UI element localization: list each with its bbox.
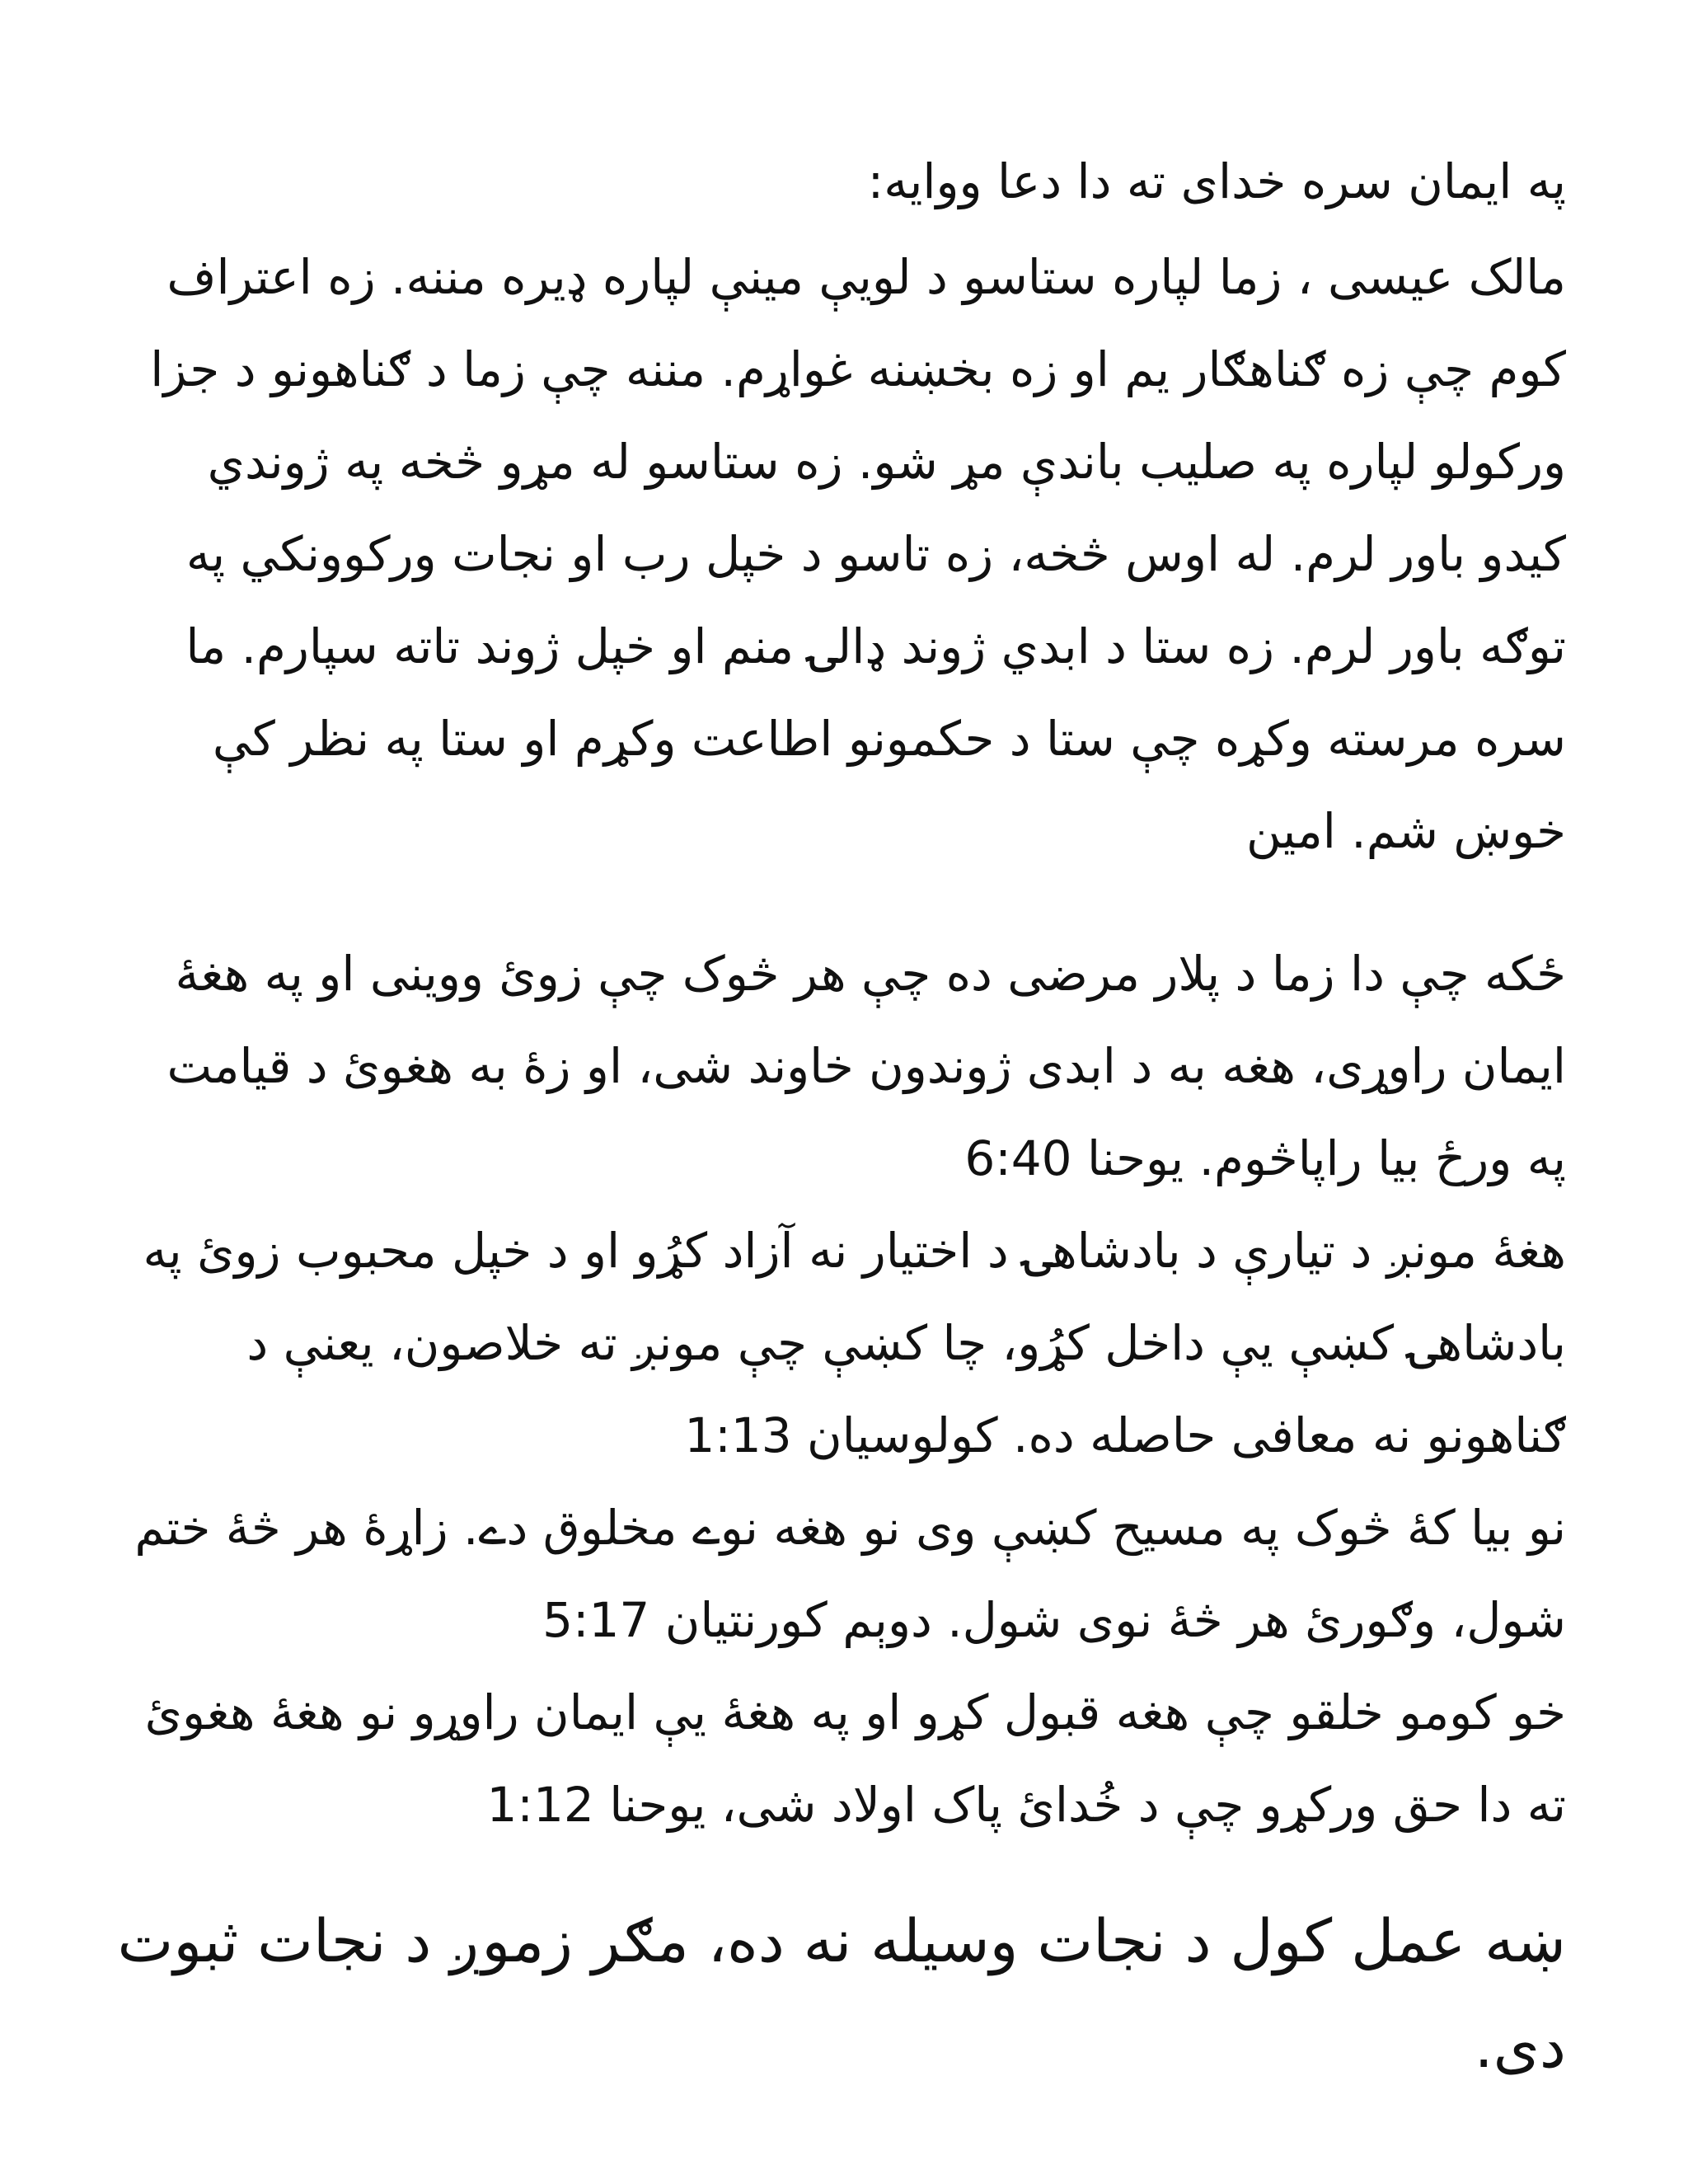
prayer-intro: په ایمان سره خدای ته دا دعا ووایه: xyxy=(867,153,1566,209)
prayer-text: مالک عیسی ، زما لپاره ستاسو د لويې مینې لپاره ډیره مننه. زه اعتراف کوم چې زه ګناهګار یم او زه بخښنه غواړم. مننه چې زما د ګناهونو د جزا ورکولو لپاره په صلیب باندې مړ شو. زه ستاسو له مړو څخه په ژوندي کیدو باور لرم. له اوس څخه، زه تاسو د خپل رب او نجات ورکوونکي په توګه باور لرم. زه ستا د ابدي ژوند ډالۍ منم او خپل ژوند تاته سپارم. ما سره مرسته وکړه چې ستا د حکمونو اطاعت وکړم او ستا په نظر کې خوښ شم. امین xyxy=(150,249,1566,859)
scripture-verses xyxy=(115,928,1566,1851)
verse-john-6-40: ځکه چې دا زما د پلار مرضی ده چې هر څوک چې زوئ ووینی او په هغۀ ایمان راوړی، هغه به د ابدی ژوندون خاوند شی، او زۀ به هغوئ د قیامت په ورځ بیا راپاڅوم. یوحنا 6:40 xyxy=(166,946,1566,1186)
closing-statement: ښه عمل کول د نجات وسیله نه ده، مګر زموږ د نجات ثبوت دی. xyxy=(117,1906,1566,2081)
verse-colossians-1-13: هغۀ مونږ د تيارې د بادشاهۍ د اختيار نه آزاد کړُو او د خپل محبوب زوئ په بادشاهۍ کښې يې داخل کړُو، چا کښې چې مونږ ته خلاصون، يعنې د ګناهونو نه معافی حاصله ده. کولوسيان 1:13 xyxy=(143,1223,1566,1463)
verse-john-1-12: خو کومو خلقو چې هغه قبول کړو او په هغۀ يې ايمان راوړو نو هغۀ هغوئ ته دا حق ورکړو چې د خُدائ پاک اولاد شی، یوحنا 1:12 xyxy=(144,1684,1566,1833)
verse-2-corinthians-5-17: نو بيا کۀ څوک په مسيح کښې وی نو هغه نوے مخلوق دے. زاړۀ هر څۀ ختم شول، وګورئ هر څۀ نوی شول. دوېم کورنتيان 5:17 xyxy=(134,1500,1566,1648)
